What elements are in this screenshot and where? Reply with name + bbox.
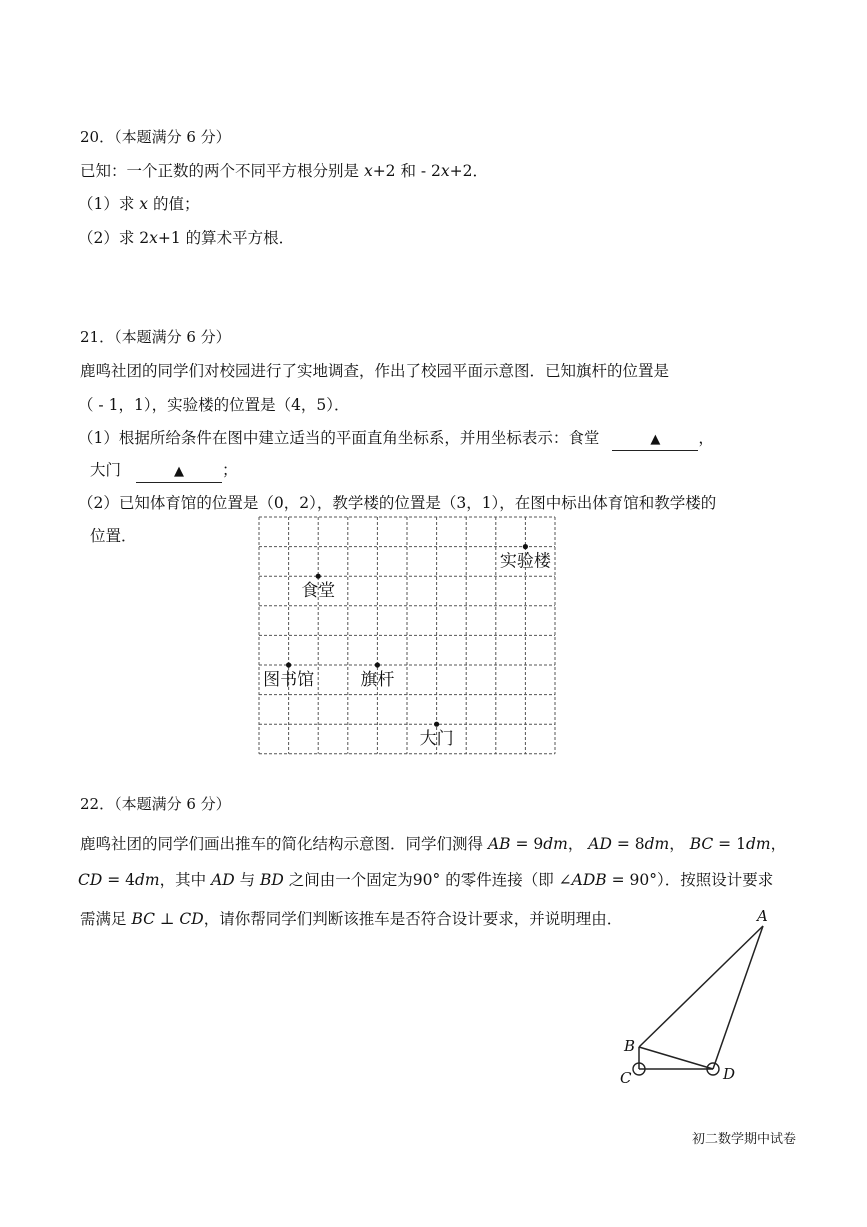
landmark-point	[316, 574, 321, 579]
q22-header: 22．（本题满分 6 分）	[80, 795, 231, 813]
label-D: D	[723, 1065, 736, 1083]
answer-blank-gate[interactable]: ▲	[136, 460, 222, 483]
segment-AB	[639, 926, 763, 1047]
landmark-label: 实验楼	[499, 551, 551, 572]
segment-AD	[713, 926, 763, 1069]
q21-stem-line1: 鹿鸣社团的同学们对校园进行了实地调查，作出了校园平面示意图．已知旗杆的位置是	[80, 362, 670, 380]
q22-line1: 鹿鸣社团的同学们画出推车的简化结构示意图．同学们测得 AB = 9dm， AD = 8dm， BC = 1dm，	[80, 835, 787, 853]
landmark-label: 大门	[419, 729, 454, 750]
q21-stem-line2: （ - 1，1），实验楼的位置是（4，5）．	[78, 396, 350, 414]
landmark-label: 图书馆	[263, 670, 315, 690]
landmark-label: 食堂	[301, 581, 336, 602]
q21-header: 21．（本题满分 6 分）	[80, 328, 231, 346]
segment-BD	[639, 1047, 713, 1069]
q22-line3: 需满足 BC ⊥ CD，请你帮同学们判断该推车是否符合设计要求，并说明理由．	[80, 910, 623, 928]
q20-part2: （2）求 2x+1 的算术平方根．	[78, 229, 295, 247]
q20-stem: 已知：一个正数的两个不同平方根分别是 x+2 和 - 2x+2．	[80, 162, 489, 180]
q21-part2-line1: （2）已知体育馆的位置是（0，2），教学楼的位置是（3，1），在图中标出体育馆和教学楼的	[78, 494, 717, 512]
label-C: C	[620, 1069, 632, 1087]
q21-part1-line1: （1）根据所给条件在图中建立适当的平面直角坐标系，并用坐标表示：食堂 ▲ ，	[78, 428, 714, 451]
landmark-point	[286, 662, 291, 667]
label-A: A	[757, 907, 768, 925]
landmark-point	[375, 662, 380, 667]
footer-text: 初二数学期中试卷	[692, 1132, 797, 1147]
q21-part1-line2: 大门 ▲ ；	[90, 460, 237, 483]
q20-part1: （1）求 x 的值；	[78, 195, 200, 213]
cart-structure-figure	[612, 905, 772, 1095]
campus-grid-map	[258, 516, 558, 772]
label-B: B	[624, 1037, 636, 1055]
landmark-point	[434, 722, 439, 727]
q20-header: 20．（本题满分 6 分）	[80, 128, 231, 146]
q21-part2-line2: 位置．	[90, 527, 137, 545]
q22-line2: CD = 4dm，其中 AD 与 BD 之间由一个固定为90° 的零件连接（即 ∠ADB = 90°）．按照设计要求	[78, 871, 774, 889]
answer-blank-canteen[interactable]: ▲	[612, 428, 698, 451]
landmark-point	[523, 544, 528, 549]
landmark-label: 旗杆	[360, 670, 395, 690]
